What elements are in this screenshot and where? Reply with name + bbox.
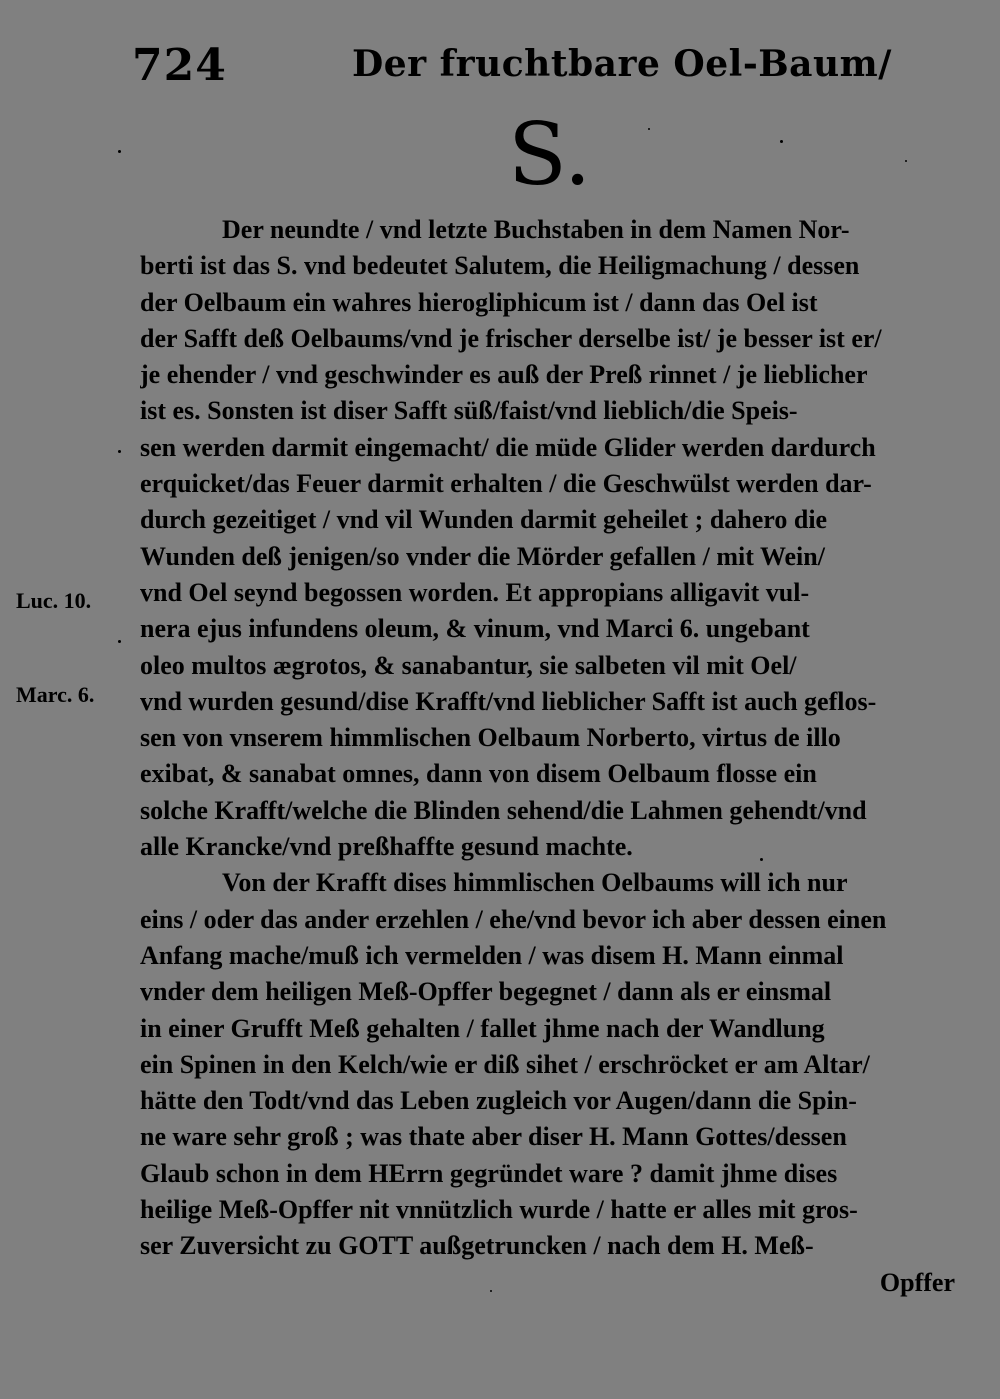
text-line: berti ist das S. vnd bedeutet Salutem, die Heiligmachung / dessen [140,251,860,281]
scan-speck [905,160,907,162]
page-number: 724 [132,40,227,91]
text-line: durch gezeitiget / vnd vil Wunden darmit geheilet ; dahero die [140,505,828,535]
text-line: oleo multos ægrotos, & sanabantur, sie salbeten vil mit Oel/ [140,650,797,680]
text-line: vnder dem heiligen Meß-Opffer begegnet / dann als er einsmal [140,977,832,1007]
scan-speck [118,450,121,453]
margin-note-luke: Luc. 10. [16,588,92,613]
text-line: hätte den Todt/vnd das Leben zugleich vor Augen/dann die Spin- [140,1086,857,1116]
text-line: sen werden darmit eingemacht/ die müde Glider werden dardurch [140,432,876,462]
text-line: in einer Grufft Meß gehalten / fallet jhme nach der Wandlung [140,1013,825,1043]
text-line: der Oelbaum ein wahres hierogliphicum ist / dann das Oel ist [140,287,818,317]
text-line: der Safft deß Oelbaums/vnd je frischer derselbe ist/ je besser ist er/ [140,323,882,353]
text-line: Anfang mache/muß ich vermelden / was disem H. Mann einmal [140,940,844,970]
text-line: Der neundte / vnd letzte Buchstaben in dem Namen Nor- [222,215,850,244]
text-line: ein Spinen in den Kelch/wie er diß sihet / erschröcket er am Altar/ [140,1049,870,1079]
scan-speck [760,858,763,861]
text-line: alle Krancke/vnd preßhaffte gesund machte. [140,832,633,862]
scan-speck [118,640,121,643]
text-line: vnd wurden gesund/dise Krafft/vnd lieblicher Safft ist auch geflos- [140,686,877,716]
scan-speck [648,128,650,130]
text-line: exibat, & sanabat omnes, dann von disem Oelbaum flosse ein [140,759,817,789]
running-title: Der fruchtbare Oel-Baum/ [352,43,892,85]
scan-speck [490,1290,492,1292]
catchword: Opffer [879,1267,955,1297]
scan-speck [780,140,783,143]
text-line: ne ware sehr groß ; was thate aber diser H. Mann Gottes/dessen [140,1122,847,1152]
text-line: vnd Oel seynd begossen worden. Et appropians alligavit vul- [140,577,810,607]
text-line: je ehender / vnd geschwinder es auß der Preß rinnet / je lieblicher [140,360,868,390]
text-line: erquicket/das Feuer darmit erhalten / die Geschwülst werden dar- [140,469,872,499]
text-line: eins / oder das ander erzehlen / ehe/vnd bevor ich aber dessen einen [140,904,887,934]
body-text [140,212,955,1301]
text-line: nera ejus infundens oleum, & vinum, vnd Marci 6. ungebant [140,614,810,644]
text-line: Von der Krafft dises himmlischen Oelbaums will ich nur [222,868,848,898]
text-line: heilige Meß-Opffer nit vnnützlich wurde / hatte er alles mit gros- [140,1195,858,1225]
text-line: Glaub schon in dem HErrn gegründet ware ? damit jhme dises [140,1158,838,1188]
text-line: ist es. Sonsten ist diser Safft süß/faist/vnd lieblich/die Speis- [140,396,798,426]
text-line: Wunden deß jenigen/so vnder die Mörder gefallen / mit Wein/ [140,541,825,571]
scan-speck [118,150,121,153]
text-line: solche Krafft/welche die Blinden sehend/die Lahmen gehendt/vnd [140,795,867,825]
margin-note-mark: Marc. 6. [16,682,95,707]
text-line: ser Zuversicht zu GOTT außgetruncken / nach dem H. Meß- [140,1231,814,1261]
text-line: sen von vnserem himmlischen Oelbaum Norberto, virtus de illo [140,723,841,753]
section-letter: S. [508,105,592,205]
